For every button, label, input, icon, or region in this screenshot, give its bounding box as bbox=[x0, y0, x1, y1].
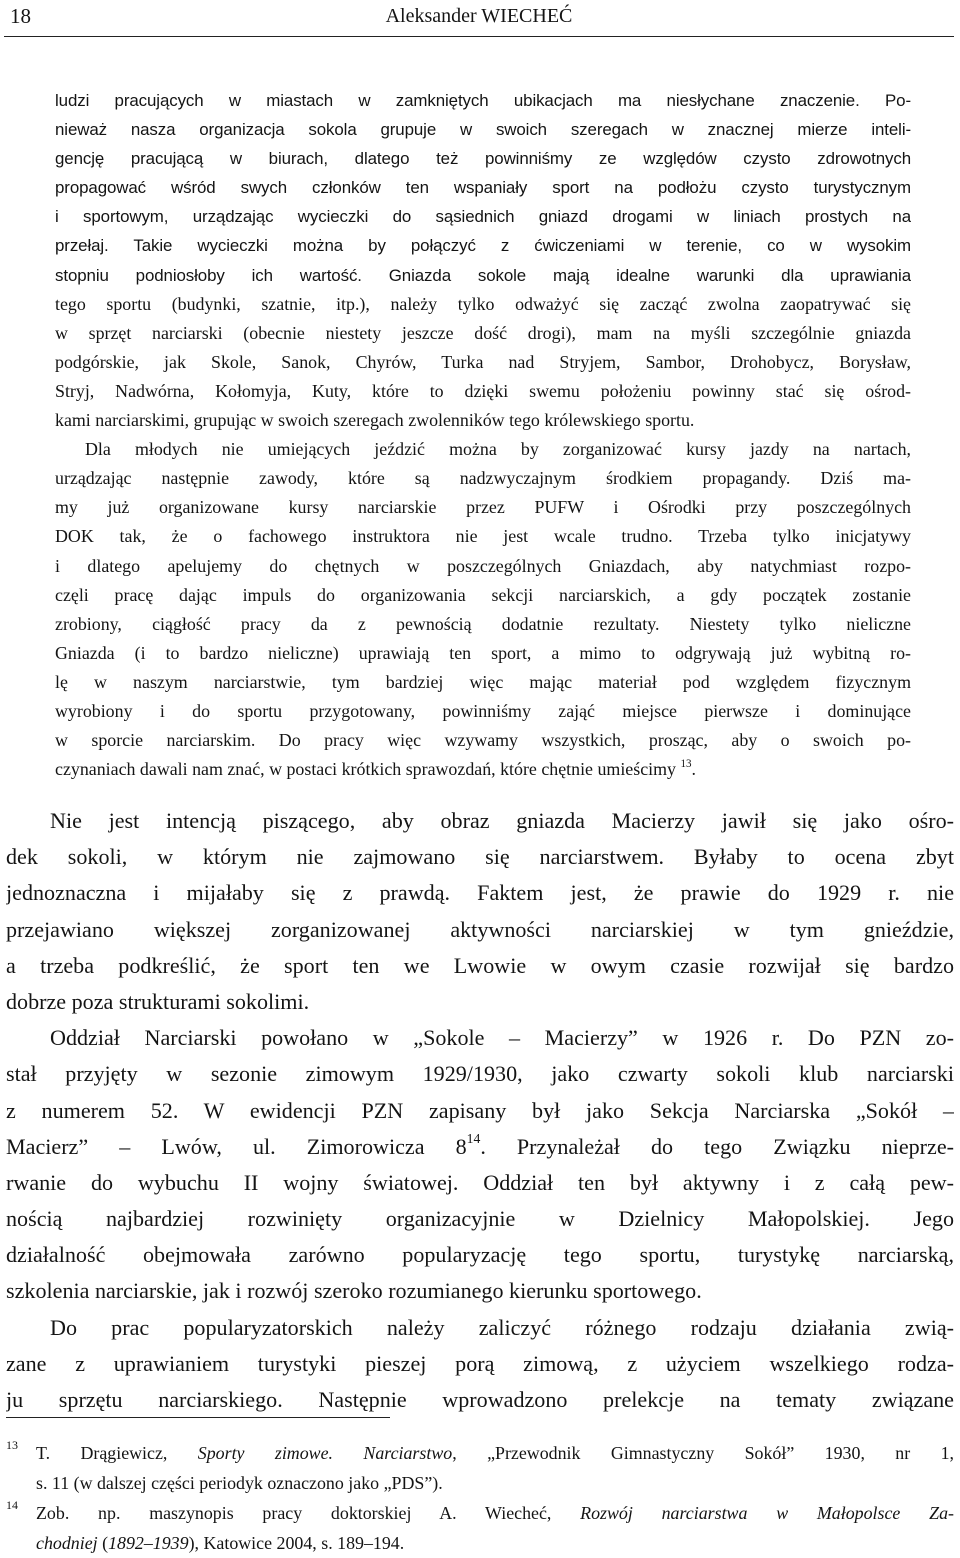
paragraph-line bbox=[6, 1129, 954, 1165]
footnote-ref-14[interactable]: 14 bbox=[466, 1131, 481, 1147]
quote-line: gencję pracującą w biurach, dlatego też powinniśmy ze względów czysto zdrowotnych bbox=[55, 149, 911, 169]
paragraph-line: ju sprzętu narciarskiego. Następnie wprowadzono prelekcje na tematy związane bbox=[6, 1387, 954, 1412]
quote-line: częli pracę dając impuls do organizowania sekcji narciarskich, a gdy początek zostanie bbox=[55, 584, 911, 605]
footnote-mark: 13 bbox=[6, 1438, 18, 1452]
quote-line: urządzając następnie zawody, które są nadzwyczajnym środkiem propagandy. Dziś ma- bbox=[55, 468, 911, 489]
paragraph-line: Nie jest intencją piszącego, aby obraz gniazda Macierzy jawił się jako ośro- bbox=[50, 808, 954, 833]
quote-line: Gniazda (i to bardzo nieliczne) uprawiają ten sport, a mimo to odgrywają już wybitną ro- bbox=[55, 642, 911, 663]
quote-line: w sporcie narciarskim. Do pracy więc wzywamy wszystkich, prosząc, aby o swoich po- bbox=[55, 730, 911, 751]
quote-line: stopniu podniosłoby ich wartość. Gniazda sokole mają idealne warunki dla uprawiania bbox=[55, 265, 911, 285]
quote-line: kami narciarskimi, grupując w swoich szeregach zwolenników tego królewskiego sportu. bbox=[55, 410, 695, 431]
footnote-line: s. 11 (w dalszej części periodyk oznaczono jako „PDS”). bbox=[36, 1473, 443, 1493]
paragraph-line: jednoznaczna i mijałaby się z prawdą. Faktem jest, że prawie do 1929 r. nie bbox=[6, 880, 954, 906]
quote-line: podgórskie, jak Skole, Sanok, Chyrów, Turka nad Stryjem, Sambor, Drohobycz, Borysław, bbox=[55, 351, 911, 372]
footnote-text: ), Katowice 2004, s. 189–194. bbox=[188, 1533, 405, 1553]
quote-line: DOK tak, że o fachowego instruktora nie jest wcale trudno. Trzeba tylko inicjatywy bbox=[55, 526, 911, 547]
quote-last-line bbox=[55, 755, 911, 784]
page-header bbox=[4, 0, 954, 37]
footnote-text: ( bbox=[102, 1533, 109, 1553]
quote-line: nieważ nasza organizacja sokola grupuje w swoich szeregach w znacznej mierze inteli- bbox=[55, 120, 911, 140]
quote-line: my już organizowane kursy narciarskie przez PUFW i Ośrodki przy poszczególnych bbox=[55, 497, 911, 518]
line-text: . Przynależał do tego Związku nieprze- bbox=[480, 1133, 954, 1159]
paragraph-line: zane z uprawianiem turystyki pieszej porą zimową, z użyciem wszelkiego rodza- bbox=[6, 1350, 954, 1376]
quote-line: Dla młodych nie umiejących jeździć można by zorganizować kursy jazdy na nartach, bbox=[85, 439, 911, 460]
footnote-text: , „Przewodnik Gimnastyczny Sokół” 1930, nr 1, bbox=[452, 1443, 954, 1463]
footnote-title: chodniej bbox=[36, 1533, 98, 1553]
footnote-14 bbox=[6, 1498, 954, 1558]
quote-line: propagować wśród swych członków ten wspaniały sport na podłożu czysto turystycznym bbox=[55, 178, 911, 198]
quote-line-end: . bbox=[691, 759, 697, 780]
footnote-title: Sporty zimowe. Narciarstwo bbox=[197, 1443, 453, 1463]
quote-line: i sportowym, urządzając wycieczki do sąsiednich gniazd drogami w liniach prostych na bbox=[55, 207, 911, 227]
paragraph-line: Oddział Narciarski powołano w „Sokole – Macierzy” w 1926 r. Do PZN zo- bbox=[50, 1025, 954, 1051]
quote-line: zrobiony, ciągłość pracy da z pewnością dodatnie rezultaty. Niestety tylko nieliczne bbox=[55, 613, 911, 634]
footnote-separator bbox=[6, 1417, 390, 1418]
quote-line: wyrobiony i do sportu przygotowany, powinniśmy zająć miejsce pierwsze i dominujące bbox=[55, 700, 911, 721]
block-quote bbox=[55, 86, 911, 784]
line-text: Macierz” – Lwów, ul. Zimorowicza 8 bbox=[6, 1133, 467, 1159]
quote-line: przełaj. Takie wycieczki można by połączyć z ćwiczeniami w terenie, co w wysokim bbox=[55, 236, 911, 256]
quote-line: i dlatego apelujemy do chętnych w poszczególnych Gniazdach, aby natychmiast rozpo- bbox=[55, 555, 911, 576]
footnote-line bbox=[36, 1498, 954, 1528]
paragraph-line: z numerem 52. W ewidencji PZN zapisany był jako Sekcja Narciarska „Sokół – bbox=[6, 1097, 954, 1123]
paragraph-line: działalność obejmowała zarówno popularyzację tego sportu, turystykę narciarską, bbox=[6, 1242, 954, 1268]
running-title: Aleksander WIECHEĆ bbox=[385, 5, 573, 27]
paragraph-line: przejawiano większej zorganizowanej aktywności narciarskiej w tym gnieździe, bbox=[6, 916, 954, 942]
quote-line: ludzi pracujących w miastach w zamkniętych ubikacjach ma niesłychane znaczenie. Po- bbox=[55, 91, 911, 110]
footnote-mark: 14 bbox=[6, 1498, 18, 1512]
quote-line: w sprzęt narciarski (obecnie niestety jeszcze dość drogi), mam na myśli szczególnie gniazda bbox=[55, 322, 911, 343]
paragraph-line: szkolenia narciarskie, jak i rozwój szeroko rozumianego kierunku sportowego. bbox=[6, 1278, 702, 1304]
paragraph-line: rwanie do wybuchu II wojny światowej. Oddział ten był aktywny i z całą pew- bbox=[6, 1169, 954, 1195]
footnote-line bbox=[36, 1528, 954, 1558]
paragraph-line: dek sokoli, w którym nie zajmowano się narciarstwem. Byłaby to ocena zbyt bbox=[6, 844, 954, 870]
footnote-title: Rozwój narciarstwa w Małopolsce Za- bbox=[580, 1503, 954, 1523]
footnote-years: 1892–1939 bbox=[108, 1533, 189, 1553]
quote-line-text: czynaniach dawali nam znać, w postaci krótkich sprawozdań, które chętnie umieścimy bbox=[55, 759, 676, 780]
footnote-author: T. Drągiewicz, bbox=[36, 1443, 168, 1463]
footnotes bbox=[6, 1438, 954, 1558]
paragraph-line: stał przyjęty w sezonie zimowym 1929/1930, jako czwarty sokoli klub narciarski bbox=[6, 1061, 954, 1087]
paragraph-line: a trzeba podkreślić, że sport ten we Lwowie w owym czasie rozwijał się bardzo bbox=[6, 952, 954, 978]
paragraph-line: Do prac popularyzatorskich należy zaliczyć różnego rodzaju działania zwią- bbox=[50, 1314, 954, 1340]
paragraph-line: dobrze poza strukturami sokolimi. bbox=[6, 988, 310, 1014]
footnote-ref-13[interactable]: 13 bbox=[680, 757, 692, 770]
quote-line: lę w naszym narciarstwie, tym bardziej więc mając materiał pod względem fizycznym bbox=[55, 671, 911, 692]
footnote-13 bbox=[6, 1438, 954, 1498]
footnote-line bbox=[36, 1438, 954, 1468]
footnote-text: Zob. np. maszynopis pracy doktorskiej A. Wiecheć, bbox=[36, 1503, 552, 1523]
quote-line: tego sportu (budynki, szatnie, itp.), należy tylko odważyć się zacząć zwolna zaopatrywać się bbox=[55, 293, 911, 314]
paragraph-line: nością najbardziej rozwinięty organizacyjnie w Dzielnicy Małopolskiej. Jego bbox=[6, 1206, 954, 1232]
page-number: 18 bbox=[10, 4, 31, 28]
main-text bbox=[6, 803, 954, 1418]
quote-line: Stryj, Nadwórna, Kołomyja, Kuty, które to dzięki swemu położeniu powinny stać się ośrod- bbox=[55, 380, 911, 401]
